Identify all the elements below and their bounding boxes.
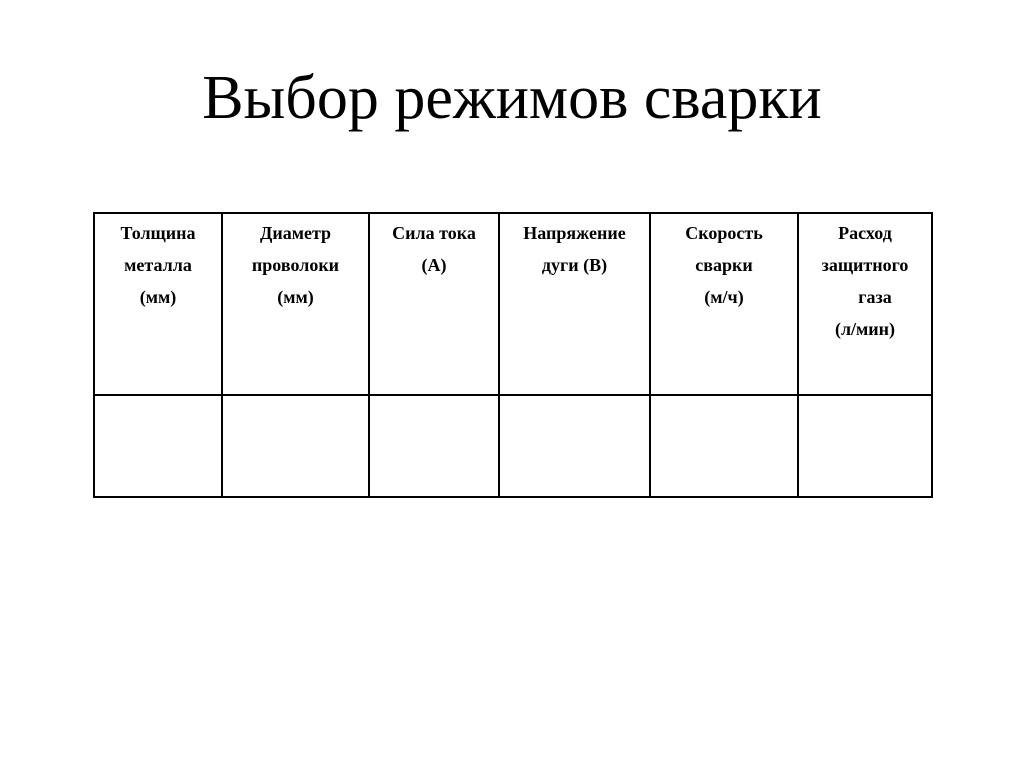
header-wire-diameter (222, 213, 369, 395)
header-line: защитного (821, 255, 909, 275)
table-cell-current[interactable] (369, 395, 499, 497)
table-cell-gas-flow[interactable] (798, 395, 932, 497)
header-line: (м/ч) (704, 287, 744, 307)
header-line: Диаметр (259, 223, 332, 243)
table-cell-welding-speed[interactable] (650, 395, 798, 497)
table-cell-metal-thickness[interactable] (94, 395, 222, 497)
slide-title: Выбор режимов сварки (202, 64, 822, 132)
header-line: сварки (695, 255, 753, 275)
welding-modes-table (93, 212, 933, 498)
header-arc-voltage (499, 213, 650, 395)
header-line: проволоки (251, 255, 340, 275)
header-line: дуги (В) (541, 255, 608, 275)
header-line: Сила тока (392, 223, 476, 243)
table-cell-arc-voltage[interactable] (499, 395, 650, 497)
header-line: (мм) (277, 287, 314, 307)
header-line: Напряжение (523, 223, 626, 243)
header-line: газа (858, 287, 892, 307)
header-current (369, 213, 499, 395)
header-metal-thickness (94, 213, 222, 395)
header-line: Скорость (685, 223, 763, 243)
header-line: (А) (421, 255, 447, 275)
header-line: Расход (838, 223, 892, 243)
header-gas-flow (798, 213, 932, 395)
header-line: металла (124, 255, 192, 275)
table-row (94, 395, 932, 497)
table-cell-wire-diameter[interactable] (222, 395, 369, 497)
header-line: Толщина (120, 223, 196, 243)
table-header-row (94, 213, 932, 395)
header-line: (л/мин) (834, 319, 896, 339)
header-line: (мм) (139, 287, 177, 307)
header-welding-speed (650, 213, 798, 395)
